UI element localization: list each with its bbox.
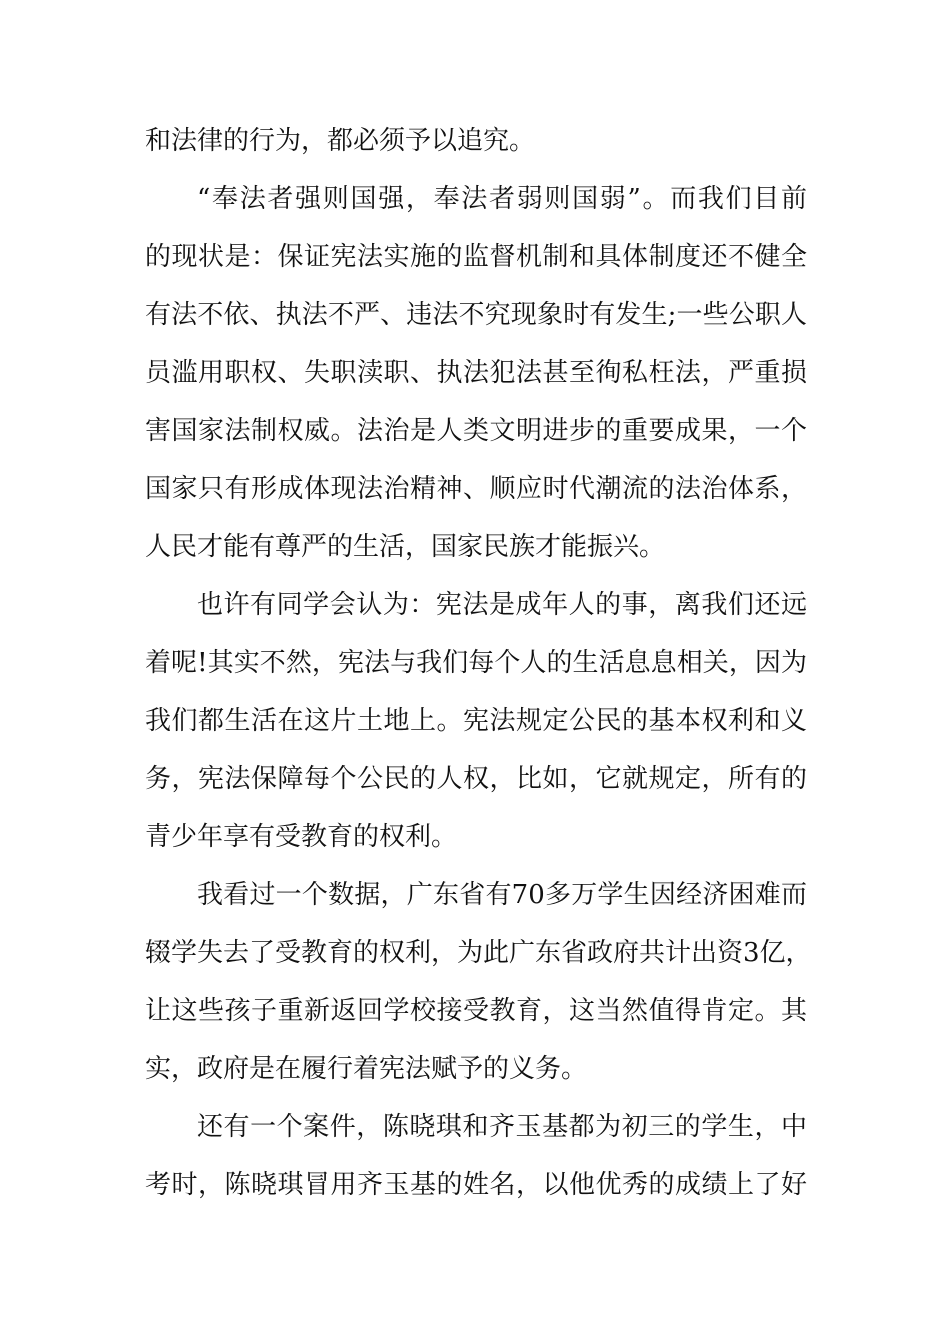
text-line: 也许有同学会认为：宪法是成年人的事，离我们还远: [197, 590, 807, 620]
text-line: “奉法者强则国强，奉法者弱则国弱”。而我们目前: [197, 184, 807, 214]
text-line: 考时，陈晓琪冒用齐玉基的姓名，以他优秀的成绩上了好: [145, 1170, 807, 1200]
text-line: 青少年享有受教育的权利。: [145, 822, 458, 852]
text-line: 我们都生活在这片土地上。宪法规定公民的基本权利和义: [145, 706, 807, 736]
text-line: 让这些孩子重新返回学校接受教育，这当然值得肯定。其: [145, 996, 807, 1026]
text-line: 实，政府是在履行着宪法赋予的义务。: [145, 1054, 588, 1084]
text-line: 害国家法制权威。法治是人类文明进步的重要成果，一个: [145, 416, 807, 446]
text-line: 国家只有形成体现法治精神、顺应时代潮流的法治体系，: [145, 474, 807, 504]
text-line: 辍学失去了受教育的权利，为此广东省政府共计出资3亿，: [145, 938, 812, 968]
text-line: 我看过一个数据，广东省有70多万学生因经济困难而: [197, 880, 807, 910]
text-line: 务，宪法保障每个公民的人权，比如，它就规定，所有的: [145, 764, 807, 794]
text-line: 的现状是：保证宪法实施的监督机制和具体制度还不健全: [145, 242, 807, 272]
text-line: 员滥用职权、失职渎职、执法犯法甚至徇私枉法，严重损: [145, 358, 807, 388]
text-line: 着呢!其实不然，宪法与我们每个人的生活息息相关，因为: [145, 648, 807, 678]
text-line: 有法不依、执法不严、违法不究现象时有发生;一些公职人: [145, 300, 807, 330]
text-line: 人民才能有尊严的生活，国家民族才能振兴。: [145, 532, 666, 562]
text-line: 还有一个案件，陈晓琪和齐玉基都为初三的学生，中: [197, 1112, 807, 1142]
text-line: 和法律的行为，都必须予以追究。: [145, 126, 536, 156]
